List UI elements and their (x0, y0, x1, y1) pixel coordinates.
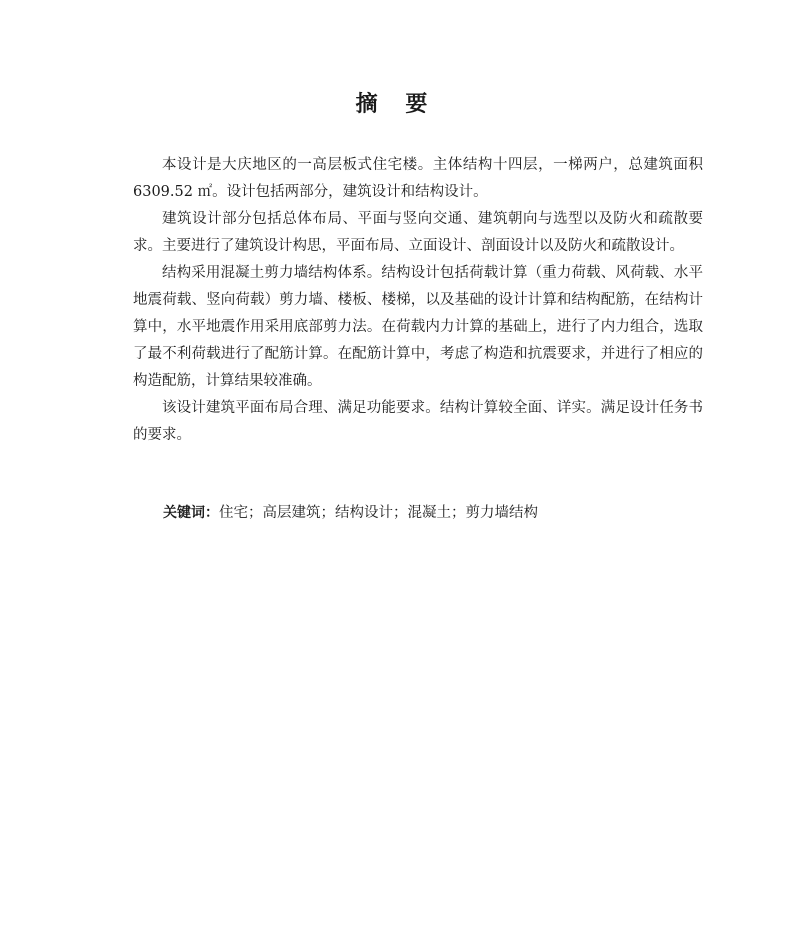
abstract-body (133, 152, 703, 449)
page-title: 摘 要 (355, 92, 438, 117)
abstract-paragraph: 该设计建筑平面布局合理、满足功能要求。结构计算较全面、详实。满足设计任务书的要求。 (133, 400, 703, 443)
keywords-text: 住宅；高层建筑；结构设计；混凝土；剪力墙结构 (219, 505, 538, 521)
keywords-label: 关键词： (163, 505, 219, 521)
abstract-paragraph: 建筑设计部分包括总体布局、平面与竖向交通、建筑朝向与选型以及防火和疏散要求。主要进行了建筑设计构思，平面布局、立面设计、剖面设计以及防火和疏散设计。 (133, 211, 703, 254)
abstract-paragraph: 结构采用混凝土剪力墙结构体系。结构设计包括荷载计算（重力荷载、风荷载、水平地震荷载、竖向荷载）剪力墙、楼板、楼梯，以及基础的设计计算和结构配筋，在结构计算中，水平地震作用采用底部剪力法。在荷载内力计算的基础上，进行了内力组合，选取了最不利荷载进行了配筋计算。在配筋计算中，考虑了构造和抗震要求，并进行了相应的构造配筋，计算结果较准确。 (133, 265, 703, 389)
abstract-paragraph: 本设计是大庆地区的一高层板式住宅楼。主体结构十四层，一梯两户，总建筑面积 6309.52 ㎡。设计包括两部分，建筑设计和结构设计。 (133, 157, 703, 200)
keywords-line (163, 500, 723, 527)
